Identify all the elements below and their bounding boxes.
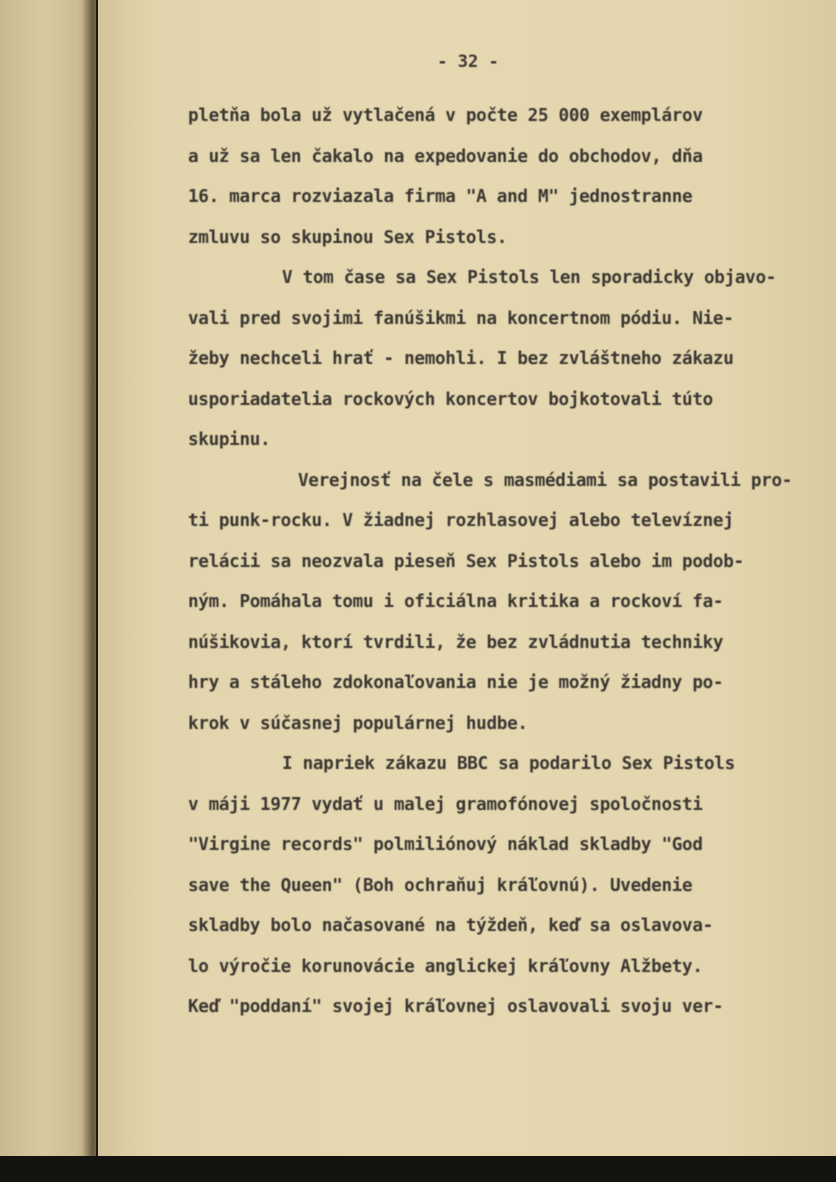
text-line: "Virgine records" polmiliónový náklad skladby "God (188, 835, 703, 855)
text-line: a už sa len čakalo na expedovanie do obchodov, dňa (188, 146, 703, 167)
body-text (188, 96, 793, 1028)
text-line: v máji 1977 vydať u malej gramofónovej spoločnosti (188, 794, 703, 815)
text-line: ným. Pomáhala tomu i oficiálna kritika a rockoví fa- (188, 592, 724, 612)
text-line: V tom čase sa Sex Pistols len sporadicky objavo- (282, 268, 777, 288)
text-line: zmluvu so skupinou Sex Pistols. (188, 227, 508, 248)
text-line: 16. marca rozviazala firma "A and M" jednostranne (188, 187, 693, 207)
text-line: Keď "poddaní" svojej kráľovnej oslavovali svoju ver- (188, 997, 724, 1017)
text-line: krok v súčasnej populárnej hudbe. (188, 713, 528, 734)
text-line: pletňa bola už vytlačená v počte 25 000 exemplárov (188, 106, 703, 126)
text-line: vali pred svojimi fanúšikmi na koncertnom pódiu. Nie- (188, 308, 734, 329)
text-line: núšikovia, ktorí tvrdili, že bez zvládnutia techniky (188, 632, 724, 653)
text-line: lo výročie korunovácie anglickej kráľovny Alžbety. (188, 956, 703, 977)
text-line: skladby bolo načasované na týždeň, keď sa oslavova- (188, 916, 713, 936)
text-line: ti punk-rocku. V žiadnej rozhlasovej alebo televíznej (188, 511, 734, 531)
bottom-shadow (0, 1156, 836, 1182)
text-line: save the Queen" (Boh ochraňuj kráľovnú). Uvedenie (188, 875, 693, 896)
text-line: usporiadatelia rockových koncertov bojkotovali túto (188, 389, 713, 410)
text-line: I napriek zákazu BBC sa podarilo Sex Pistols (282, 754, 735, 774)
text-line: skupinu. (188, 430, 271, 450)
text-line: Verejnosť na čele s masmédiami sa postavili pro- (298, 470, 793, 491)
text-line: hry a stáleho zdokonaľovania nie je možný žiadny po- (188, 673, 724, 693)
page-number: - 32 - (437, 52, 499, 72)
text-line: relácii sa neozvala pieseň Sex Pistols alebo im podob- (188, 551, 744, 572)
text-line: žeby nechceli hrať - nemohli. I bez zvláštneho zákazu (188, 349, 734, 369)
